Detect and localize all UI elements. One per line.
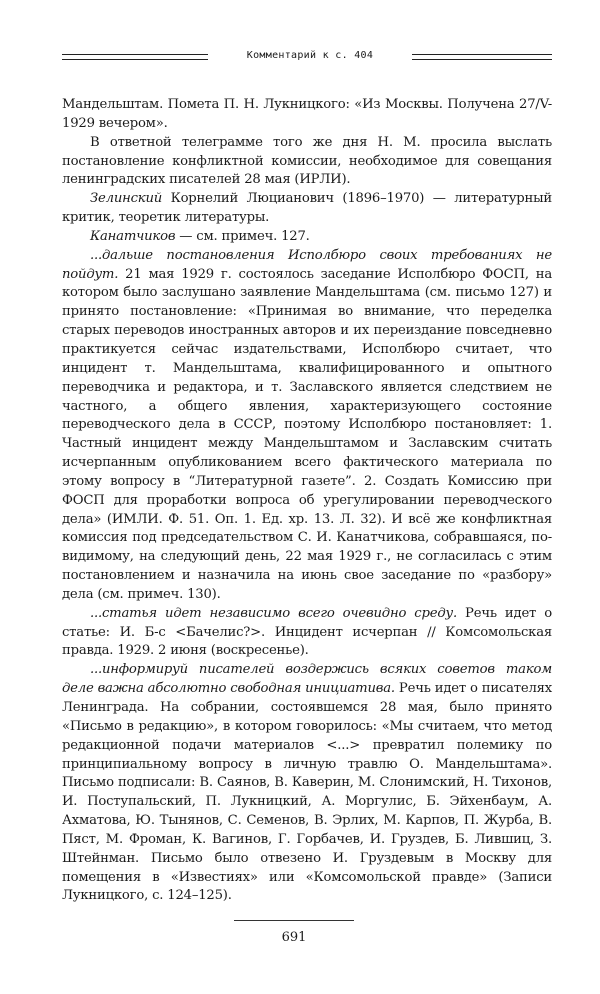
footer-rule xyxy=(234,920,354,921)
header-rule-right xyxy=(412,54,552,60)
paragraph-continued: Мандельштам. Помета П. Н. Лукницкого: «Из Москвы. Получена 27/V-1929 вечером». xyxy=(62,97,552,131)
paragraph: ...статья идет независимо всего очевидно среду. Речь идет о статье: И. Б-с <Бачелис?>. Инцидент исчерпан // Комсомольская правда. 1929. 2 июня (воскресенье). xyxy=(62,605,552,659)
paragraph: Зелинский Корнелий Люцианович (1896–1970) — литературный критик, теоретик литературы. xyxy=(62,191,552,226)
body-text xyxy=(62,96,552,906)
running-header xyxy=(62,50,552,66)
page-number: 691 xyxy=(281,930,307,945)
paragraph: Канатчиков — см. примеч. 127. xyxy=(90,228,310,244)
paragraph: ...дальше постановления Исполбюро своих требованиях не пойдут. 21 мая 1929 г. состоялось заседание Исполбюро ФОСП, на котором было заслушано заявление Мандельштама (см. письмо 127) и принято постановление: «Принимая во внимание, что переделка старых переводов иностранных авторов и их переиздание повседневно практикуется сейчас издательствами, Исполбюро считает, что инцидент т. Мандельштама, квалифицированного и опытного переводчика и редактора, и т. Заславского является следствием не частного, а общего явления, характеризующего состояние переводческого дела в СССР, поэтому Исполбюро постановляет: 1. Частный инцидент между Мандельштамом и Заславским считать исчерпанным опубликованием всего фактического материала по этому вопросу в “Литературной газете”. 2. Создать Комиссию при ФОСП для проработки вопроса об урегулировании переводческого дела» (ИМЛИ. Ф. 51. Оп. 1. Ед. хр. 13. Л. 32). И всё же конфликтная комиссия под председательством С. И. Канатчикова, собравшаяся, по-видимому, на следующий день, 22 мая 1929 г., не согласилась с этим постановлением и назначила на июнь свое заседание по «разбору» дела (см. примеч. 130). xyxy=(62,247,552,602)
paragraph: ...информируй писателей воздержись всяких советов таком деле важна абсолютно свободная инициатива. Речь идет о писателях Ленинграда. На собрании, состоявшемся 28 мая, было принято «Письмо в редакцию», в котором говорилось: «Мы считаем, что метод редакционной подачи материалов <...> превратил полемику по принципиальному вопросу в личную травлю О. Мандельштама». Письмо подписали: В. Саянов, В. Каверин, М. Слонимский, Н. Тихонов, И. Поступальский, П. Лукницкий, А. Моргулис, Б. Эйхенбаум, А. Ахматова, Ю. Тынянов, С. Семенов, В. Эрлих, М. Карпов, П. Журба, В. Пяст, М. Фроман, К. Вагинов, Г. Горбачев, И. Груздев, Б. Лившиц, З. Штейнман. Письмо было отвезено И. Груздевым в Москву для помещения в «Известиях» или «Комсомольской правде» (Записи Лукницкого, с. 124–125). xyxy=(62,662,552,904)
header-rule-left xyxy=(62,54,208,60)
header-title: Комментарий к с. 404 xyxy=(246,50,374,61)
paragraph: В ответной телеграмме того же дня Н. М. просила выслать постановление конфликтной комиссии, необходимое для совещания ленинградских писателей 28 мая (ИРЛИ). xyxy=(62,134,552,188)
